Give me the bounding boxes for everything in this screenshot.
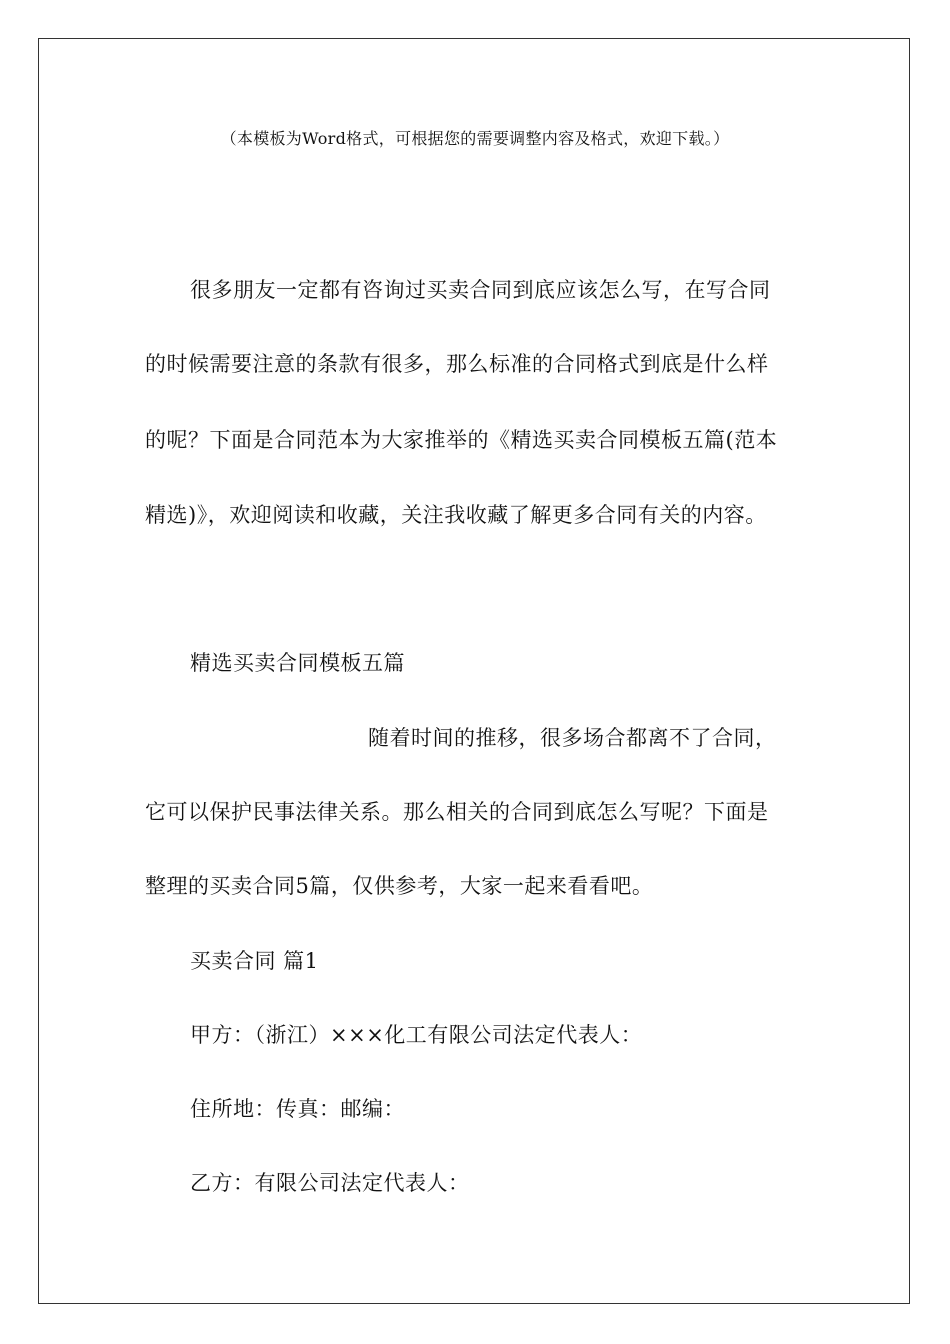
party-a-line: 甲方：（浙江）×××化工有限公司法定代表人：: [190, 1023, 643, 1047]
address-line: 住所地：传真：邮编：: [190, 1097, 405, 1121]
body-line-1: 随着时间的推移，很多场合都离不了合同，: [368, 726, 777, 750]
intro-line-1: 很多朋友一定都有咨询过买卖合同到底应该怎么写，在写合同: [190, 278, 771, 302]
intro-line-3: 的呢？下面是合同范本为大家推举的《精选买卖合同模板五篇(范本: [145, 428, 778, 452]
party-b-line: 乙方：有限公司法定代表人：: [190, 1171, 470, 1195]
template-note: （本模板为Word格式，可根据您的需要调整内容及格式，欢迎下载。）: [220, 129, 730, 148]
intro-line-4: 精选)》，欢迎阅读和收藏，关注我收藏了解更多合同有关的内容。: [145, 503, 767, 527]
body-line-3: 整理的买卖合同5篇，仅供参考，大家一起来看看吧。: [145, 874, 654, 898]
page-border: [38, 38, 910, 1304]
intro-line-2: 的时候需要注意的条款有很多，那么标准的合同格式到底是什么样: [145, 352, 769, 376]
body-line-2: 它可以保护民事法律关系。那么相关的合同到底怎么写呢？下面是: [145, 800, 769, 824]
contract-heading: 买卖合同 篇1: [190, 949, 319, 973]
section-title: 精选买卖合同模板五篇: [190, 651, 405, 675]
